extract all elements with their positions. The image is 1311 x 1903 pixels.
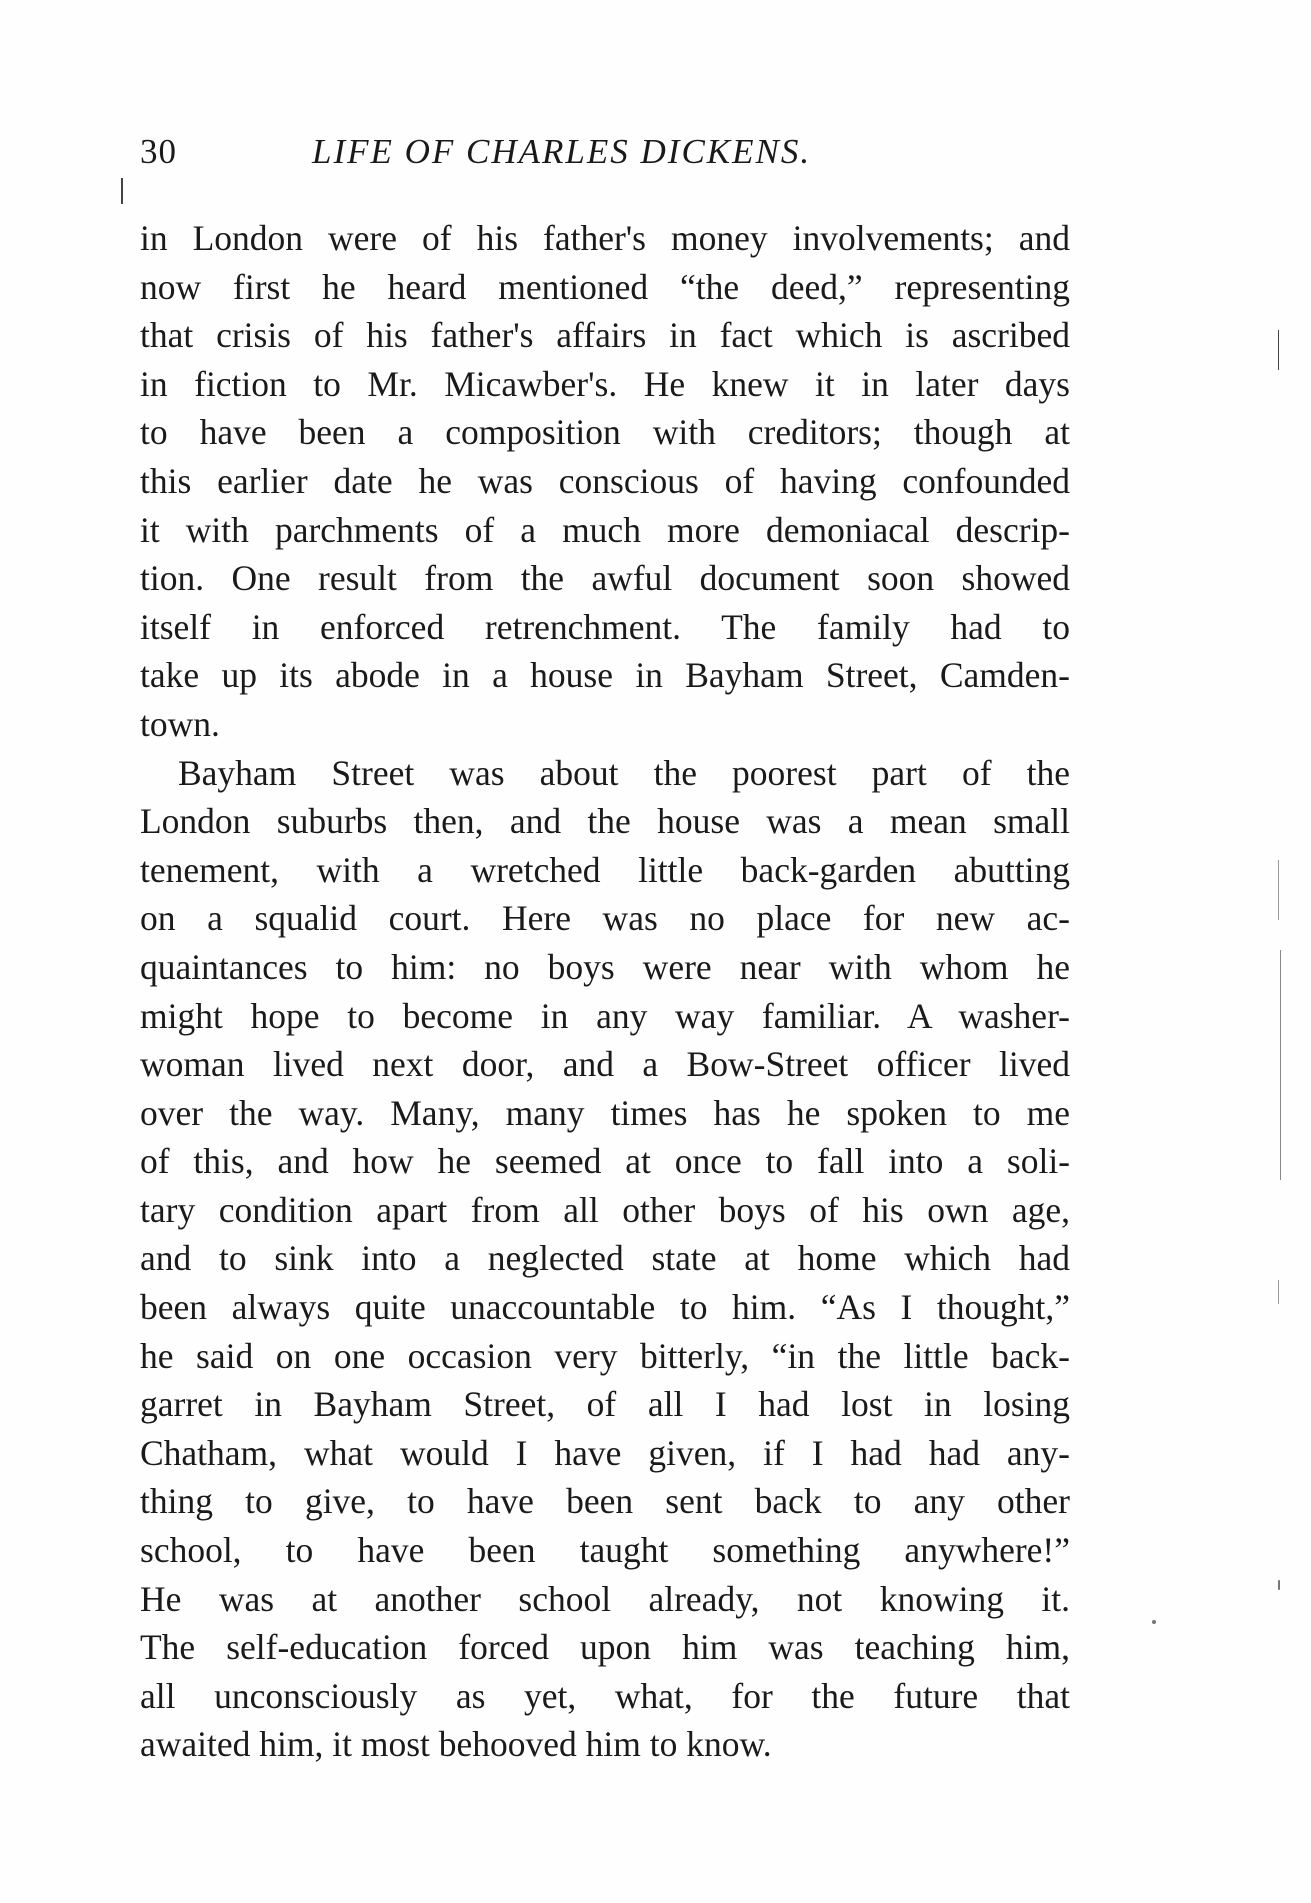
scan-mark: [1278, 860, 1279, 920]
text-line: over the way. Many, many times has he spoken to me: [140, 1092, 1070, 1133]
text-line: tenement, with a wretched little back-garden abutting: [140, 849, 1070, 890]
scan-mark: [1278, 330, 1279, 370]
text-line: garret in Bayham Street, of all I had lost in losing: [140, 1384, 1070, 1425]
text-line: of this, and how he seemed at once to fall into a soli-: [140, 1141, 1070, 1182]
text-line: awaited him, it most behooved him to know.: [140, 1724, 772, 1765]
text-line: it with parchments of a much more demoniacal descrip-: [140, 509, 1070, 550]
page-number: 30: [140, 132, 177, 171]
text-line: thing to give, to have been sent back to any other: [140, 1481, 1070, 1522]
text-line: school, to have been taught something anywhere!”: [140, 1530, 1070, 1571]
text-line: itself in enforced retrenchment. The family had to: [140, 606, 1070, 647]
paragraph-1: [140, 214, 1070, 749]
text-line: all unconsciously as yet, what, for the future that: [140, 1675, 1070, 1716]
text-line: tion. One result from the awful document soon showed: [140, 558, 1070, 599]
scan-mark: [1278, 1280, 1279, 1304]
text-line: Bayham Street was about the poorest part of the: [178, 752, 1070, 793]
text-line: London suburbs then, and the house was a mean small: [140, 801, 1070, 842]
paragraph-2: [140, 749, 1070, 1769]
text-line: woman lived next door, and a Bow-Street officer lived: [140, 1044, 1070, 1085]
text-line: this earlier date he was conscious of having confounded: [140, 460, 1070, 501]
text-line: that crisis of his father's affairs in fact which is ascribed: [140, 315, 1070, 356]
page-header: [140, 132, 1080, 172]
scan-speck: [1278, 1580, 1280, 1590]
text-line: tary condition apart from all other boys of his own age,: [140, 1189, 1070, 1230]
text-line: and to sink into a neglected state at home which had: [140, 1238, 1070, 1279]
scan-mark: [1280, 950, 1281, 1180]
text-line: take up its abode in a house in Bayham Street, Camden-: [140, 655, 1070, 696]
text-line: on a squalid court. Here was no place for new ac-: [140, 898, 1070, 939]
text-line: The self-education forced upon him was teaching him,: [140, 1627, 1070, 1668]
text-line: in London were of his father's money involvements; and: [140, 218, 1070, 258]
text-line: might hope to become in any way familiar. A washer-: [140, 995, 1070, 1036]
body-text: [140, 214, 1070, 1769]
text-line: quaintances to him: no boys were near with whom he: [140, 946, 1070, 987]
text-line: He was at another school already, not knowing it.: [140, 1578, 1070, 1619]
text-line: been always quite unaccountable to him. “As I thought,”: [140, 1287, 1070, 1328]
text-line: to have been a composition with creditors; though at: [140, 412, 1070, 453]
text-line: now first he heard mentioned “the deed,” representing: [140, 266, 1070, 307]
text-line: town.: [140, 703, 220, 744]
text-line: Chatham, what would I have given, if I had had any-: [140, 1432, 1070, 1473]
scan-mark: [121, 178, 123, 204]
text-line: he said on one occasion very bitterly, “in the little back-: [140, 1335, 1070, 1376]
scan-speck: [1152, 1620, 1156, 1624]
running-title: LIFE OF CHARLES DICKENS.: [312, 132, 812, 171]
text-line: in fiction to Mr. Micawber's. He knew it in later days: [140, 363, 1070, 404]
